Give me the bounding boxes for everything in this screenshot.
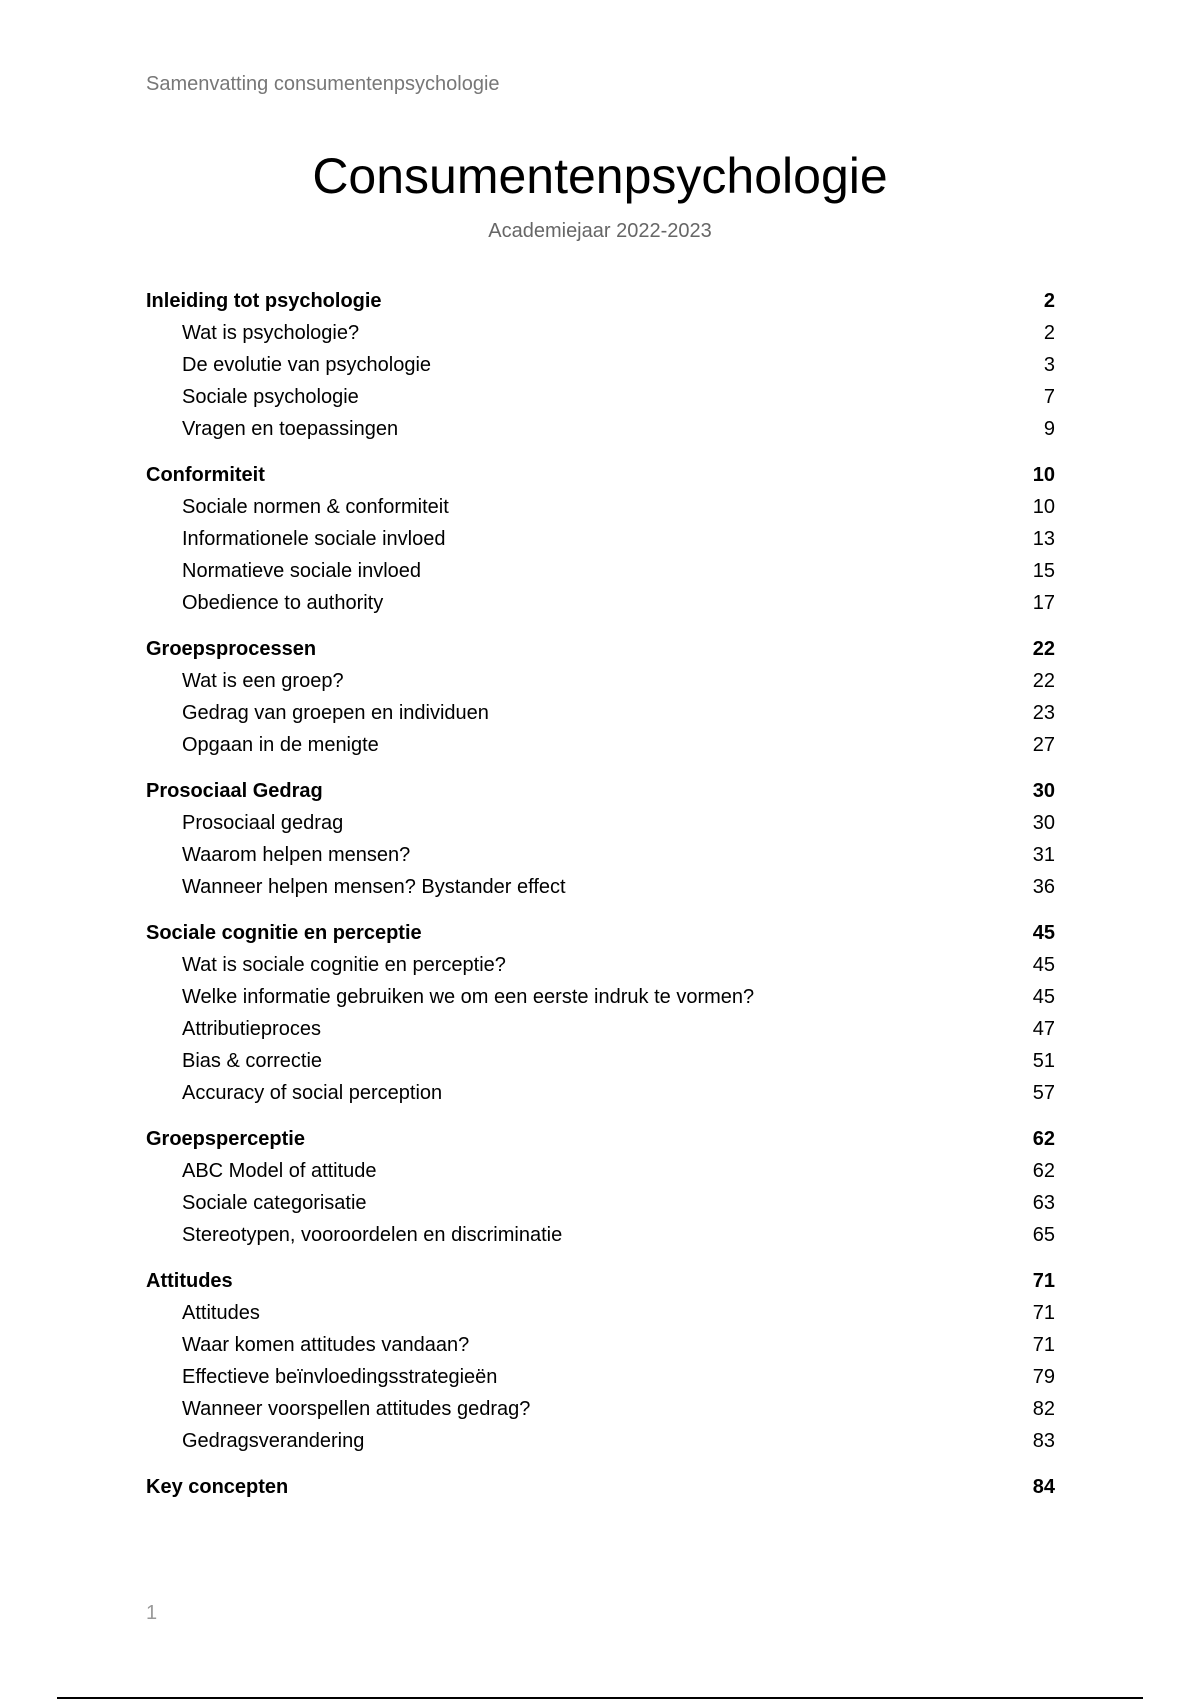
toc-chapter-title: Prosociaal Gedrag <box>146 780 323 802</box>
toc-subsection-page: 22 <box>1032 670 1055 692</box>
toc-subsection-entry[interactable] <box>146 555 1055 587</box>
toc-subsection-page: 47 <box>1032 1018 1055 1040</box>
toc-subsection-title: Wat is sociale cognitie en perceptie? <box>182 954 506 976</box>
toc-subsection-title: Sociale categorisatie <box>182 1192 367 1214</box>
toc-chapter-title: Groepsprocessen <box>146 638 317 660</box>
toc-subsection-title: Gedragsverandering <box>182 1430 365 1452</box>
toc-subsection-title: Sociale psychologie <box>182 386 359 408</box>
toc-subsection-title: Attributieproces <box>182 1018 321 1040</box>
toc-section <box>146 917 1055 1109</box>
toc-chapter-page: 45 <box>1032 922 1055 944</box>
toc-subsection-entry[interactable] <box>146 1219 1055 1251</box>
toc-subsection-entry[interactable] <box>146 1425 1055 1457</box>
toc-subsection-page: 45 <box>1032 954 1055 976</box>
toc-subsection-entry[interactable] <box>146 1013 1055 1045</box>
toc-chapter-entry[interactable] <box>146 917 1055 949</box>
toc-subsection-entry[interactable] <box>146 1045 1055 1077</box>
toc-chapter-page: 62 <box>1032 1128 1055 1150</box>
toc-chapter-entry[interactable] <box>146 1471 1055 1503</box>
toc-chapter-title: Key concepten <box>146 1476 289 1498</box>
toc-subsection-title: Obedience to authority <box>182 592 384 614</box>
toc-section <box>146 459 1055 619</box>
toc-chapter-entry[interactable] <box>146 775 1055 807</box>
toc-subsection-page: 2 <box>1043 322 1055 344</box>
toc-subsection-page: 31 <box>1032 844 1055 866</box>
toc-subsection-page: 23 <box>1032 702 1055 724</box>
toc-chapter-title: Sociale cognitie en perceptie <box>146 922 422 944</box>
toc-subsection-title: Informationele sociale invloed <box>182 528 446 550</box>
toc-chapter-page: 30 <box>1032 780 1055 802</box>
toc-subsection-page: 27 <box>1032 734 1055 756</box>
toc-subsection-page: 62 <box>1032 1160 1055 1182</box>
toc-subsection-page: 9 <box>1043 418 1055 440</box>
toc-chapter-entry[interactable] <box>146 633 1055 665</box>
toc-chapter-entry[interactable] <box>146 285 1055 317</box>
toc-subsection-entry[interactable] <box>146 1297 1055 1329</box>
toc-subsection-title: Opgaan in de menigte <box>182 734 379 756</box>
toc-subsection-title: Effectieve beïnvloedingsstrategieën <box>182 1366 498 1388</box>
toc-subsection-title: De evolutie van psychologie <box>182 354 432 376</box>
toc-subsection-title: Vragen en toepassingen <box>182 418 399 440</box>
toc-subsection-title: Wat is een groep? <box>182 670 344 692</box>
toc-subsection-page: 71 <box>1032 1302 1055 1324</box>
toc-chapter-title: Attitudes <box>146 1270 233 1292</box>
toc-subsection-title: Wanneer voorspellen attitudes gedrag? <box>182 1398 531 1420</box>
toc-subsection-entry[interactable] <box>146 587 1055 619</box>
toc-subsection-entry[interactable] <box>146 1077 1055 1109</box>
toc-subsection-page: 83 <box>1032 1430 1055 1452</box>
document-subtitle: Academiejaar 2022-2023 <box>488 220 712 242</box>
toc-subsection-page: 45 <box>1032 986 1055 1008</box>
toc-subsection-page: 17 <box>1032 592 1055 614</box>
toc-subsection-page: 10 <box>1032 496 1055 518</box>
running-header: Samenvatting consumentenpsychologie <box>146 73 500 95</box>
toc-subsection-title: Welke informatie gebruiken we om een eerste indruk te vormen? <box>182 986 755 1008</box>
toc-subsection-title: Attitudes <box>182 1302 260 1324</box>
toc-chapter-page: 84 <box>1032 1476 1055 1498</box>
toc-subsection-entry[interactable] <box>146 949 1055 981</box>
toc-chapter-title: Inleiding tot psychologie <box>146 290 382 312</box>
toc-subsection-title: Stereotypen, vooroordelen en discriminatie <box>182 1224 563 1246</box>
toc-chapter-entry[interactable] <box>146 459 1055 491</box>
toc-subsection-page: 63 <box>1032 1192 1055 1214</box>
toc-subsection-entry[interactable] <box>146 413 1055 445</box>
toc-subsection-page: 82 <box>1032 1398 1055 1420</box>
toc-section <box>146 775 1055 903</box>
toc-chapter-page: 71 <box>1032 1270 1055 1292</box>
toc-chapter-entry[interactable] <box>146 1265 1055 1297</box>
toc-subsection-entry[interactable] <box>146 317 1055 349</box>
toc-subsection-entry[interactable] <box>146 1187 1055 1219</box>
toc-subsection-title: Accuracy of social perception <box>182 1082 443 1104</box>
toc-subsection-page: 15 <box>1032 560 1055 582</box>
toc-subsection-entry[interactable] <box>146 349 1055 381</box>
toc-subsection-page: 13 <box>1032 528 1055 550</box>
toc-subsection-entry[interactable] <box>146 1155 1055 1187</box>
toc-subsection-entry[interactable] <box>146 807 1055 839</box>
toc-subsection-title: Prosociaal gedrag <box>182 812 344 834</box>
toc-chapter-page: 2 <box>1043 290 1055 312</box>
toc-subsection-entry[interactable] <box>146 523 1055 555</box>
toc-subsection-title: ABC Model of attitude <box>182 1160 377 1182</box>
toc-subsection-title: Wat is psychologie? <box>182 322 360 344</box>
toc-subsection-title: Wanneer helpen mensen? Bystander effect <box>182 876 566 898</box>
bottom-rule <box>57 1697 1143 1699</box>
toc-subsection-entry[interactable] <box>146 1393 1055 1425</box>
toc-chapter-title: Conformiteit <box>146 464 265 486</box>
toc-chapter-entry[interactable] <box>146 1123 1055 1155</box>
toc-section <box>146 1265 1055 1457</box>
table-of-contents <box>146 285 1055 1517</box>
toc-chapter-page: 22 <box>1032 638 1055 660</box>
toc-subsection-page: 51 <box>1032 1050 1055 1072</box>
toc-subsection-entry[interactable] <box>146 1361 1055 1393</box>
toc-subsection-title: Gedrag van groepen en individuen <box>182 702 489 724</box>
toc-subsection-title: Waarom helpen mensen? <box>182 844 411 866</box>
toc-chapter-page: 10 <box>1032 464 1055 486</box>
toc-subsection-entry[interactable] <box>146 491 1055 523</box>
toc-subsection-title: Sociale normen & conformiteit <box>182 496 449 518</box>
toc-subsection-entry[interactable] <box>146 729 1055 761</box>
toc-subsection-entry[interactable] <box>146 381 1055 413</box>
toc-subsection-page: 3 <box>1043 354 1055 376</box>
toc-subsection-page: 79 <box>1032 1366 1055 1388</box>
toc-subsection-entry[interactable] <box>146 665 1055 697</box>
toc-subsection-page: 7 <box>1043 386 1055 408</box>
toc-subsection-title: Bias & correctie <box>182 1050 323 1072</box>
toc-subsection-page: 65 <box>1032 1224 1055 1246</box>
toc-chapter-title: Groepsperceptie <box>146 1128 305 1150</box>
toc-subsection-page: 57 <box>1032 1082 1055 1104</box>
toc-subsection-entry[interactable] <box>146 981 1055 1013</box>
page-number: 1 <box>146 1602 158 1624</box>
toc-section <box>146 633 1055 761</box>
toc-subsection-page: 71 <box>1032 1334 1055 1356</box>
toc-subsection-title: Normatieve sociale invloed <box>182 560 422 582</box>
toc-subsection-entry[interactable] <box>146 839 1055 871</box>
toc-section <box>146 285 1055 445</box>
toc-section <box>146 1123 1055 1251</box>
toc-subsection-entry[interactable] <box>146 1329 1055 1361</box>
toc-subsection-page: 30 <box>1032 812 1055 834</box>
toc-section <box>146 1471 1055 1503</box>
toc-subsection-entry[interactable] <box>146 697 1055 729</box>
document-title: Consumentenpsychologie <box>312 148 888 204</box>
toc-subsection-title: Waar komen attitudes vandaan? <box>182 1334 470 1356</box>
toc-subsection-page: 36 <box>1032 876 1055 898</box>
toc-subsection-entry[interactable] <box>146 871 1055 903</box>
